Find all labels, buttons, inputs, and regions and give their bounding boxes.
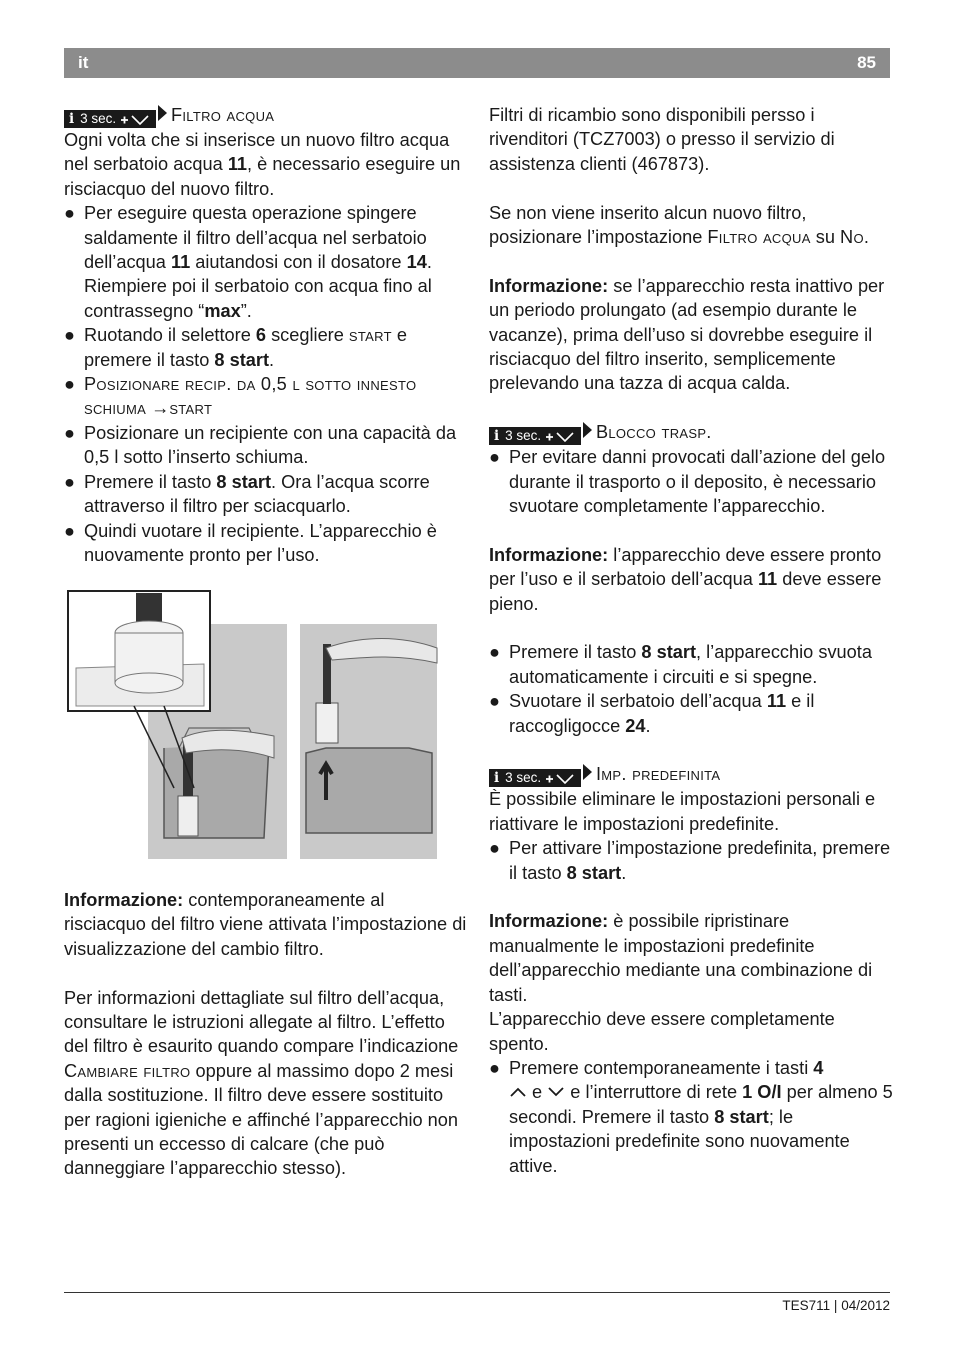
paragraph: Per informazioni dettagliate sul filtro dell’acqua, consultare le istruzioni allegate al filtro. L’effetto del filtro è esaurito quando compare l’indicazione Cambiare filtro oppure al massimo dopo 2 mesi dalla sostituzione. Il filtro deve essere sostituito per ragioni igieniche e affinché l’apparecchio non presenti un eccesso di calcare (che può danneggiare l’apparecchio stesso).: [64, 987, 459, 1179]
list-item: ● Posizionare recip. da 0,5 l sotto innesto schiuma →start: [64, 374, 417, 419]
arrow-icon: →: [151, 398, 170, 419]
list-item: ● Ruotando il selettore 6 scegliere start e premere il tasto 8 start.: [64, 325, 408, 370]
filter-rinse-illustration: [64, 588, 444, 862]
arrow-right-icon: [158, 105, 167, 121]
intro-paragraph: Ogni volta che si inserisce un nuovo filtro acqua nel serbatoio acqua 11, è necessario eseguire un risciacquo del nuovo filtro.: [64, 130, 461, 199]
info-paragraph: Informazione: è possibile ripristinare manualmente le impostazioni predefinite dell’apparecchio mediante una combinazione di tasti.: [489, 911, 873, 1005]
plus-down-icon: [545, 431, 577, 443]
list-item: ● Svuotare il serbatoio dell’acqua 11 e il raccogligocce 24.: [489, 691, 815, 736]
info-icon: i: [494, 428, 500, 445]
list-item: ● Posizionare un recipiente con una capacità da 0,5 l sotto l’inserto schiuma.: [64, 422, 457, 468]
bullet-icon: ●: [489, 838, 500, 859]
section-heading-imp: i 3 sec. Imp. predefinita: [489, 762, 893, 787]
footer-text: TES711 | 04/2012: [782, 1298, 890, 1313]
left-column-lower: [64, 888, 468, 1181]
bullet-icon: ●: [64, 203, 75, 224]
list-item: ● Per eseguire questa operazione spingere saldamente il filtro dell’acqua nel serbatoio dell’acqua 11 aiutandosi con il dosatore 14. Riempiere poi il serbatoio con acqua fino al contrassegno “max”.: [64, 203, 432, 321]
paragraph: L’apparecchio deve essere completamente spento.: [489, 1009, 835, 1054]
bullet-icon: ●: [489, 1057, 500, 1078]
section-heading-filtro: i 3 sec. Filtro acqua: [64, 103, 468, 128]
list-item: ● Per evitare danni provocati dall’azione del gelo durante il trasporto o il deposito, è necessario svuotare completamente l’apparecchio.: [489, 447, 886, 517]
language-label: it: [78, 53, 89, 72]
bullet-icon: ●: [64, 422, 75, 443]
page-number: 85: [857, 53, 876, 72]
bullet-icon: ●: [489, 447, 500, 468]
info-paragraph: Informazione: se l’apparecchio resta inattivo per un periodo prolungato (ad esempio durante le vacanze), prima dell’uso si dovrebbe eseguire il risciacquo del filtro inserito, semplicemente prelevando una tazza di acqua calda.: [489, 275, 885, 394]
info-icon: i: [494, 770, 500, 787]
bullet-icon: ●: [489, 642, 500, 663]
section-heading-blocco: i 3 sec. Blocco trasp.: [489, 420, 893, 445]
list-item: ● Premere il tasto 8 start, l’apparecchio svuota automaticamente i circuiti e si spegne.: [489, 642, 872, 687]
info-3sec-badge: i 3 sec.: [489, 427, 581, 445]
page-header: [64, 48, 890, 78]
info-3sec-badge: i 3 sec.: [489, 769, 581, 787]
paragraph: È possibile eliminare le impostazioni personali e riattivare le impostazioni predefinite.: [489, 789, 876, 834]
paragraph: Filtri di ricambio sono disponibili persso i rivenditori (TCZ7003) o presso il servizio di assistenza clienti (467873).: [489, 105, 835, 174]
info-paragraph: Informazione: l’apparecchio deve essere pronto per l’uso e il serbatoio dell’acqua 11 deve essere pieno.: [489, 544, 882, 614]
arrow-right-icon: [583, 764, 592, 780]
info-3sec-badge: i 3 sec.: [64, 110, 156, 128]
bullet-icon: ●: [64, 471, 75, 492]
chevron-up-icon: [509, 1086, 527, 1098]
list-item: ● Quindi vuotare il recipiente. L’apparecchio è nuovamente pronto per l’uso.: [64, 520, 437, 565]
list-item: ● Premere contemporaneamente i tasti 4 e e l’interruttore di rete 1 O/I per almeno 5 secondi. Premere il tasto 8 start; le impostazioni predefinite sono nuovamente attive.: [489, 1057, 893, 1176]
footer-divider: [64, 1292, 890, 1293]
bullet-icon: ●: [489, 691, 500, 712]
list-item: ● Premere il tasto 8 start. Ora l’acqua scorre attraverso il filtro per sciacquarlo.: [64, 471, 430, 517]
right-column: [489, 103, 893, 1178]
plus-down-icon: [120, 114, 152, 126]
arrow-right-icon: [583, 422, 592, 438]
left-column: [64, 103, 468, 567]
plus-down-icon: [545, 773, 577, 785]
bullet-icon: ●: [64, 374, 75, 395]
chevron-down-icon: [547, 1086, 565, 1098]
list-item: ● Per attivare l’impostazione predefinita, premere il tasto 8 start.: [489, 838, 891, 883]
info-icon: i: [69, 111, 75, 127]
paragraph: Se non viene inserito alcun nuovo filtro, posizionare l’impostazione Filtro acqua su No.: [489, 202, 869, 248]
bullet-icon: ●: [64, 325, 75, 346]
bullet-icon: ●: [64, 520, 75, 541]
info-paragraph: Informazione: contemporaneamente al risciacquo del filtro viene attivata l’impostazione di visualizzazione del cambio filtro.: [64, 890, 467, 959]
